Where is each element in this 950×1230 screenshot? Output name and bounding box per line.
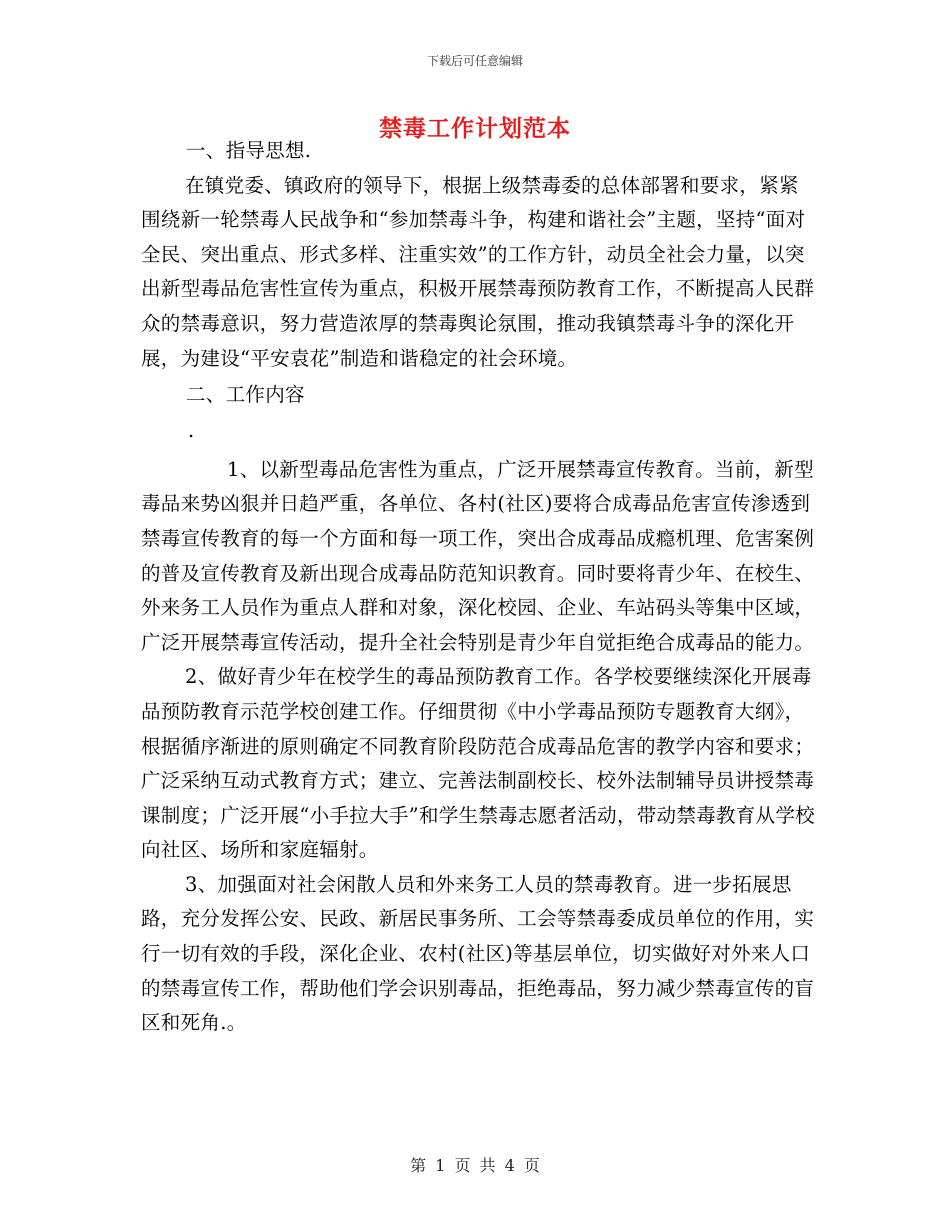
document-body <box>141 134 816 1041</box>
section2-marker: . <box>188 418 195 442</box>
work-item-1: 1、以新型毒品危害性为重点，广泛开展禁毒宣传教育。当前，新型毒品来势凶狠并日趋严重，各单位、各村(社区)要将合成毒品危害宣传渗透到禁毒宣传教育的每一个方面和每一项工作，突出合成毒品成瘾机理、危害案例的普及宣传教育及新出现合成毒品防范知识教育。同时要将青少年、在校生、外来务工人员作为重点人群和对象，深化校园、企业、车站码头等集中区域，广泛开展禁毒宣传活动，提升全社会特别是青少年自觉拒绝合成毒品的能力。 <box>141 457 815 654</box>
work-item-2: 2、做好青少年在校学生的毒品预防教育工作。各学校要继续深化开展毒品预防教育示范学校创建工作。仔细贯彻《中小学毒品预防专题教育大纲》，根据循序渐进的原则确定不同教育阶段防范合成毒品危害的教学内容和要求；广泛采纳互动式教育方式；建立、完善法制副校长、校外法制辅导员讲授禁毒课制度；广泛开展“小手拉大手”和学生禁毒志愿者活动，带动禁毒教育从学校向社区、场所和家庭辐射。 <box>141 665 815 862</box>
section1-paragraph: 在镇党委、镇政府的领导下，根据上级禁毒委的总体部署和要求，紧紧围绕新一轮禁毒人民战争和“参加禁毒斗争，构建和谐社会”主题，坚持“面对全民、突出重点、形式多样、注重实效”的工作方针，动员全社会力量，以突出新型毒品危害性宣传为重点，积极开展禁毒预防教育工作，不断提高人民群众的禁毒意识，努力营造浓厚的禁毒舆论氛围，推动我镇禁毒斗争的深化开展，为建设“平安袁花”制造和谐稳定的社会环境。 <box>141 173 815 370</box>
work-item-3: 3、加强面对社会闲散人员和外来务工人员的禁毒教育。进一步拓展思路，充分发挥公安、民政、新居民事务所、工会等禁毒委成员单位的作用，实行一切有效的手段，深化企业、农村(社区)等基层单位，切实做好对外来人口的禁毒宣传工作，帮助他们学会识别毒品，拒绝毒品，努力减少禁毒宣传的盲区和死角.。 <box>141 872 815 1035</box>
header-note: 下载后可任意编辑 <box>426 54 523 68</box>
document-title: 禁毒工作计划范本 <box>379 115 571 142</box>
section2-heading: 二、工作内容 <box>186 383 305 407</box>
page-indicator: 第 1 页 共 4 页 <box>410 1156 540 1175</box>
section1-heading: 一、指导思想. <box>186 139 312 162</box>
